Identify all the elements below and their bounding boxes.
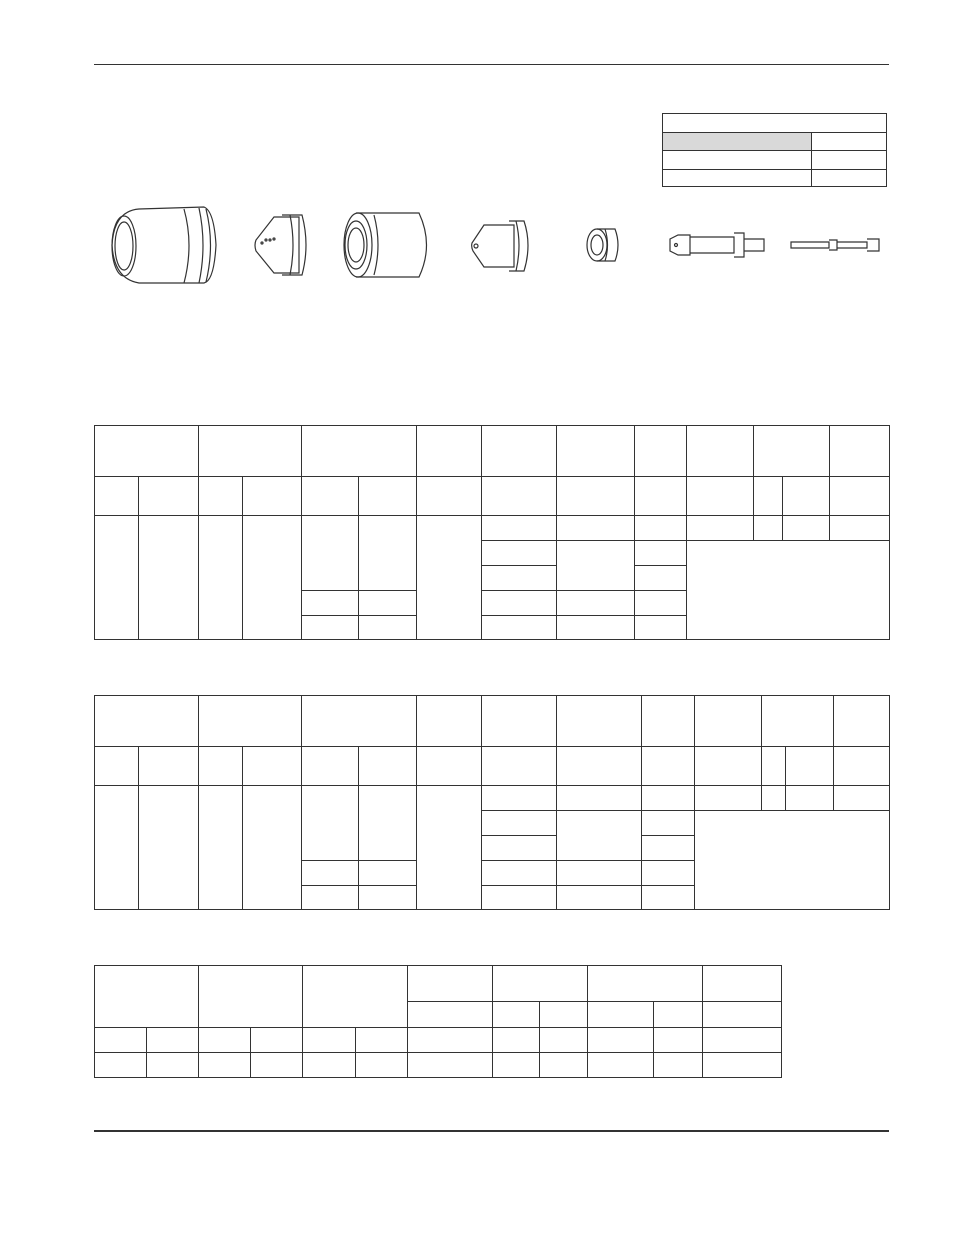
table-cell: [358, 515, 417, 591]
table-cell: [301, 785, 359, 861]
table-cell: [634, 590, 687, 616]
table-cell: [481, 565, 557, 591]
table-cell: [829, 425, 890, 477]
table-cell: [301, 515, 359, 591]
table-cell: [355, 1052, 408, 1078]
table-cell: [407, 1027, 493, 1053]
table-cell: [250, 1052, 303, 1078]
table-cell: [301, 885, 359, 910]
table-cell: [653, 1001, 703, 1028]
table-cell: [407, 1052, 493, 1078]
table-cell: [694, 785, 762, 811]
table-cell: [481, 425, 557, 477]
table-cell: [492, 965, 588, 1002]
table-cell: [702, 1001, 782, 1028]
table-cell: [138, 785, 199, 910]
table-cell: [138, 476, 199, 516]
table-cell: [358, 476, 417, 516]
table-cell: [753, 476, 783, 516]
table-cell: [94, 965, 199, 1028]
table-cell: [358, 785, 417, 861]
table-cell: [250, 1027, 303, 1053]
table-cell: [416, 695, 482, 747]
table-cell: [587, 965, 703, 1002]
table-cell: [146, 1052, 199, 1078]
table-cell: [198, 965, 303, 1028]
table-cell: [641, 810, 695, 836]
table-cell: [833, 746, 890, 786]
swirl-nozzle-part: [472, 221, 528, 271]
header-rule: [94, 64, 889, 65]
swirl-ring-part: [587, 229, 618, 261]
table-cell: [302, 965, 408, 1028]
table-cell: [301, 860, 359, 886]
table-cell: [146, 1027, 199, 1053]
table-cell: [198, 476, 243, 516]
table-cell: [94, 1052, 147, 1078]
table-cell: [94, 425, 199, 477]
table-cell: [242, 515, 302, 640]
table-cell: [641, 746, 695, 786]
table-cell: [358, 885, 417, 910]
table-cell: [761, 785, 786, 811]
table-cell: [785, 746, 834, 786]
table-cell: [481, 515, 557, 541]
table-cell: [782, 515, 830, 541]
table-cell: [416, 746, 482, 786]
table-cell: [302, 1052, 356, 1078]
table-cell: [753, 425, 830, 477]
table-cell: [556, 615, 635, 640]
table-cell: [634, 540, 687, 566]
table-cell: [782, 476, 830, 516]
table-cell: [587, 1052, 654, 1078]
retaining-cap-part: [344, 213, 427, 277]
table-cell: [587, 1001, 654, 1028]
table-cell: [481, 695, 557, 747]
table-cell: [407, 1001, 493, 1028]
footer-rule: [94, 1130, 889, 1132]
table-cell: [94, 1027, 147, 1053]
table-cell: [702, 965, 782, 1002]
table-cell: [301, 695, 417, 747]
table-cell: [301, 746, 359, 786]
table-cell: [641, 835, 695, 861]
table-cell: [481, 746, 557, 786]
table-cell: [634, 476, 687, 516]
table-cell: [702, 1052, 782, 1078]
table-cell: [301, 615, 359, 640]
table-cell: [686, 425, 754, 477]
table-cell: [481, 785, 557, 811]
table-cell: [641, 860, 695, 886]
water-tube-part: [791, 239, 879, 251]
table-cell: [587, 1027, 654, 1053]
table-cell: [686, 476, 754, 516]
table-cell: [94, 746, 139, 786]
table-cell: [556, 540, 635, 591]
table-cell: [416, 476, 482, 516]
nozzle-part: [255, 215, 306, 275]
table-cell: [634, 515, 687, 541]
table-cell: [138, 515, 199, 640]
table-cell: [829, 476, 890, 516]
table-cell: [94, 476, 139, 516]
table-cell: [556, 476, 635, 516]
table-cell: [694, 746, 762, 786]
table-cell: [833, 785, 890, 811]
table-cell: [355, 1027, 408, 1053]
table-cell: [634, 565, 687, 591]
table-cell: [492, 1001, 540, 1028]
table-cell: [198, 695, 302, 747]
table-cell: [481, 540, 557, 566]
table-cell: [94, 515, 139, 640]
table-cell: [641, 885, 695, 910]
legend-shaded-row: [663, 132, 811, 150]
table-cell: [481, 615, 557, 640]
shield-part: [112, 207, 216, 283]
table-cell: [694, 695, 762, 747]
table-cell: [539, 1027, 588, 1053]
table-cell: [556, 860, 642, 886]
electrode-part: [670, 233, 764, 257]
table-cell: [407, 965, 493, 1002]
table-cell: [539, 1052, 588, 1078]
table-cell: [556, 590, 635, 616]
table-cell: [242, 785, 302, 910]
table-cell: [481, 885, 557, 910]
table-cell: [198, 425, 302, 477]
table-cell: [301, 590, 359, 616]
legend-box: [662, 113, 887, 187]
table-cell: [358, 860, 417, 886]
table-cell: [702, 1027, 782, 1053]
table-cell: [198, 515, 243, 640]
table-cell: [761, 695, 834, 747]
table-cell: [358, 615, 417, 640]
table-cell: [556, 810, 642, 861]
table-cell: [301, 476, 359, 516]
table-cell: [634, 615, 687, 640]
table-cell: [198, 785, 243, 910]
table-cell: [634, 425, 687, 477]
table-cell: [481, 810, 557, 836]
table-cell: [416, 425, 482, 477]
table-cell: [481, 860, 557, 886]
table-cell: [358, 590, 417, 616]
table-cell: [641, 785, 695, 811]
table-cell: [481, 476, 557, 516]
table-cell: [539, 1001, 588, 1028]
table-cell: [829, 515, 890, 541]
parts-illustration: [94, 195, 894, 295]
table-cell: [556, 515, 635, 541]
table-cell: [416, 515, 482, 640]
table-cell: [198, 1052, 251, 1078]
table-cell: [94, 695, 199, 747]
table-cell: [556, 885, 642, 910]
table-cell: [653, 1052, 703, 1078]
table-cell: [198, 1027, 251, 1053]
table-cell: [481, 590, 557, 616]
table-cell: [198, 746, 243, 786]
table-cell: [785, 785, 834, 811]
table-cell: [653, 1027, 703, 1053]
table-cell: [556, 425, 635, 477]
table-cell: [301, 425, 417, 477]
table-cell: [556, 785, 642, 811]
table-cell: [833, 695, 890, 747]
table-cell: [242, 476, 302, 516]
table-cell: [753, 515, 783, 541]
table-cell: [641, 695, 695, 747]
table-cell: [416, 785, 482, 910]
table-cell: [556, 746, 642, 786]
table-cell: [761, 746, 786, 786]
table-cell: [481, 835, 557, 861]
table-cell: [686, 515, 754, 541]
table-cell: [556, 695, 642, 747]
table-cell: [242, 746, 302, 786]
table-cell: [492, 1027, 540, 1053]
table-cell: [358, 746, 417, 786]
table-cell: [302, 1027, 356, 1053]
table-cell: [492, 1052, 540, 1078]
table-cell: [94, 785, 139, 910]
table-cell: [138, 746, 199, 786]
